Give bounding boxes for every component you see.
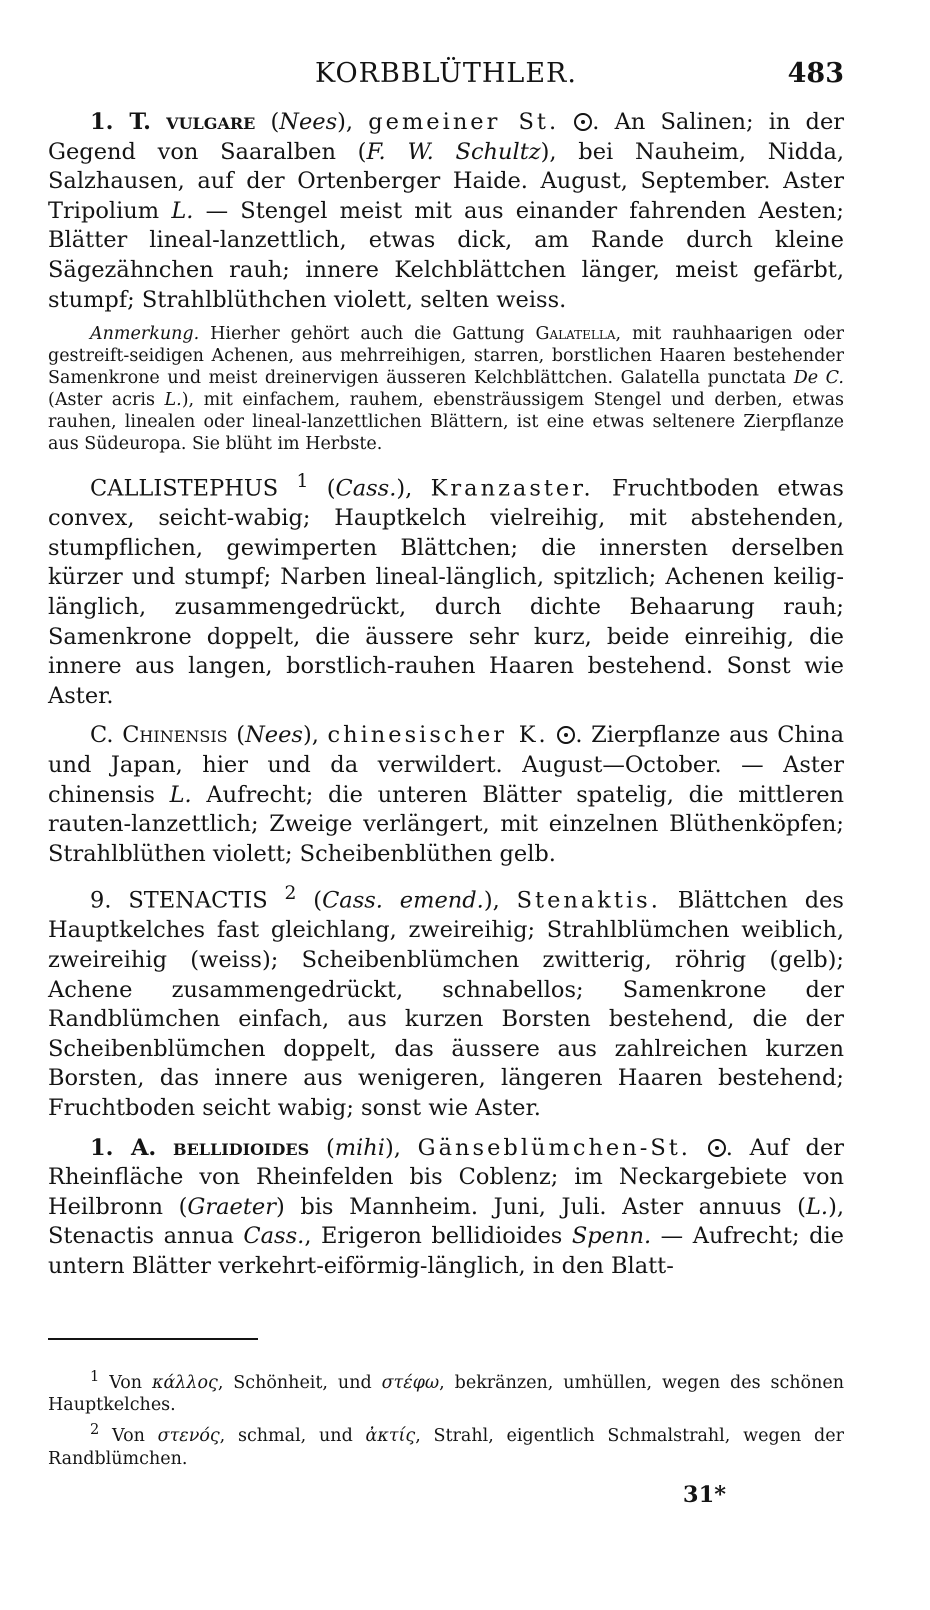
author: L. — [171, 197, 194, 224]
common-name: Stenaktis. — [516, 887, 661, 914]
genus-name: STENACTIS — [128, 887, 268, 914]
footnote-text: , Schönheit, und — [217, 1372, 382, 1393]
species-entry-tripolium — [48, 108, 844, 315]
author: Nees — [279, 109, 338, 135]
footnote-ref: 1 — [296, 471, 309, 493]
remark-text: (Aster acris — [48, 390, 165, 411]
footnote-text: , schmal, und — [219, 1426, 366, 1447]
entry-number: 9. — [90, 887, 112, 914]
entry-text: — Aufrecht; die untern Blätter verkehrt-eiförmig-länglich, in den Blatt- — [48, 1223, 844, 1279]
common-name: Gänseblümchen-St. — [417, 1134, 691, 1161]
genus-entry-callistephus — [48, 467, 844, 711]
collector: Graeter — [187, 1193, 276, 1220]
annual-plant-icon — [708, 1139, 726, 1157]
entry-text: — Stengel meist mit aus einander fahrenden Aesten; Blätter lineal-lanzettlich, etwas dick, am Rande durch kleine Sägezähnchen rauh; innere Kelchblättchen länger, meist gefärbt, stumpf; Strahlblüthchen violett, selten weiss. — [48, 197, 845, 313]
greek-word: κάλλος — [151, 1372, 218, 1393]
entry-text: Blättchen des Hauptkelches fast gleichlang, zweireihig; Strahlblümchen weiblich, zweireihig (weiss); Scheibenblümchen zwitterig, röhrig (gelb); Achene zusammengedrückt, schnabellos; Samenkrone der Randblümchen einfach, aus kurzen Borsten bestehend, die der Scheibenblümchen doppelt, das äussere aus zahlreichen kurzen Borsten, das innere aus wenigeren, längeren Haaren bestehend; Fruchtboden seicht wabig; sonst wie Aster. — [48, 887, 844, 1122]
common-name: chinesischer K. — [327, 722, 549, 749]
entry-text: ), Stenactis annua — [48, 1193, 844, 1250]
book-page — [48, 58, 844, 1508]
genus-name: Galatella — [535, 324, 616, 345]
paren-close: ), — [337, 109, 354, 135]
paren-close: ), — [302, 722, 319, 749]
paren-close: ), — [384, 1134, 401, 1161]
species-name: Chinensis — [122, 722, 228, 749]
footnote-ref: 2 — [284, 883, 297, 905]
entry-number: 1. A. — [90, 1134, 157, 1161]
remark-paragraph — [48, 323, 844, 455]
footnote-text: , Strahl, eigentlich Schmalstrahl, wegen der Randblümchen. — [48, 1426, 844, 1469]
page-number: 483 — [787, 58, 844, 89]
running-title: KORBBLÜTHLER. — [315, 58, 577, 89]
author: De C. — [793, 368, 844, 389]
footnote-text: Von — [99, 1426, 158, 1447]
entry-text: Aufrecht; die unteren Blätter spatelig, die mittleren rauten-lanzettlich; Zweige verlängert, mit einzelnen Blüthenköpfen; Strahlblüthen violett; Scheibenblüthen gelb. — [48, 781, 844, 867]
remark-text: Hierher gehört auch die Gattung — [199, 324, 536, 345]
paren-close: ), — [396, 475, 413, 502]
common-name: gemeiner St. — [368, 109, 560, 135]
entry-number: C. — [90, 722, 114, 749]
footnote-mark: 2 — [90, 1421, 100, 1439]
greek-word: στενός — [157, 1426, 220, 1447]
author: L. — [805, 1193, 829, 1220]
entry-number: 1. T. — [90, 109, 151, 135]
entry-text: . Zierpflanze aus China und Japan, hier und da verwildert. August—October. — Aster chinensis — [48, 722, 845, 808]
paren-open: ( — [309, 1134, 335, 1161]
annual-plant-icon — [557, 726, 575, 744]
genus-entry-stenactis — [48, 879, 844, 1123]
footnote-mark: 1 — [90, 1367, 100, 1385]
genus-name: CALLISTEPHUS — [90, 475, 279, 502]
common-name: Kranzaster. — [430, 475, 594, 502]
page-header — [48, 58, 844, 108]
author: Cass. emend. — [322, 887, 484, 914]
entry-text: . Auf der Rheinfläche von Rheinfelden bis Coblenz; im Neckargebiete von Heilbronn ( — [48, 1134, 845, 1220]
paren-open: ( — [227, 722, 246, 749]
greek-word: στέφω — [381, 1372, 440, 1393]
species-name: bellidioides — [173, 1134, 310, 1161]
paren-close: ), — [483, 887, 500, 914]
author: L. — [164, 390, 182, 411]
footnote-1 — [48, 1366, 844, 1417]
species-entry-chinensis — [48, 721, 844, 869]
footnote-2 — [48, 1419, 844, 1470]
footnote-divider — [48, 1338, 258, 1340]
remark-label: Anmerkung. — [90, 324, 200, 345]
footnote-text: Von — [99, 1372, 152, 1393]
footnote-text: , bekränzen, umhüllen, wegen des schönen Hauptkelches. — [48, 1372, 844, 1415]
author: Nees — [245, 722, 303, 749]
author: L. — [169, 781, 192, 808]
paren-open: ( — [296, 887, 323, 914]
annual-plant-icon — [574, 113, 592, 131]
entry-text: , Erigeron bellidioides — [304, 1223, 572, 1250]
author: Cass. — [335, 475, 397, 502]
entry-text: ) bis Mannheim. Juni, Juli. Aster annuus ( — [275, 1193, 806, 1220]
entry-text: . An Salinen; in der Gegend von Saaralben ( — [48, 109, 845, 165]
author: mihi — [334, 1134, 385, 1161]
author: Spenn. — [571, 1223, 652, 1250]
paren-open: ( — [308, 475, 336, 502]
paren-open: ( — [255, 109, 280, 135]
remark-text: ), mit einfachem, rauhem, ebensträussigem Stengel und derben, etwas rauhen, linealen oder lineal-lanzettlichen Blättern, ist eine etwas seltenere Zierpflanze aus Südeuropa. Sie blüht im Herbste. — [48, 390, 844, 455]
entry-text: ), bei Nauheim, Nidda, Salzhausen, auf der Ortenberger Haide. August, September. Aster Tripolium — [48, 138, 845, 224]
entry-text: Fruchtboden etwas convex, seicht-wabig; Hauptkelch vielreihig, mit abstehenden, stumpflichen, gewimperten Blättchen; die innersten derselben kürzer und stumpf; Narben lineal-länglich, spitzlich; Achenen keilig-länglich, zusammengedrückt, durch dichte Behaarung rauh; Samenkrone doppelt, die äussere sehr kurz, beide einreihig, die innere aus langen, borstlich-rauhen Haaren bestehend. Sonst wie Aster. — [48, 475, 844, 709]
collector: F. W. Schultz — [366, 138, 541, 165]
printer-signature: 31* — [682, 1482, 726, 1509]
remark-text: , mit rauhhaarigen oder gestreift-seidigen Achenen, aus mehrreihigen, starren, borstlichen Haaren bestehender Samenkrone und meist dreinervigen äusseren Kelchblättchen. Galatella punctata — [48, 324, 844, 389]
species-name: vulgare — [166, 109, 256, 135]
species-entry-bellidioides — [48, 1134, 844, 1282]
greek-word: ἀκτίς — [365, 1426, 416, 1447]
author: Cass. — [243, 1223, 305, 1250]
